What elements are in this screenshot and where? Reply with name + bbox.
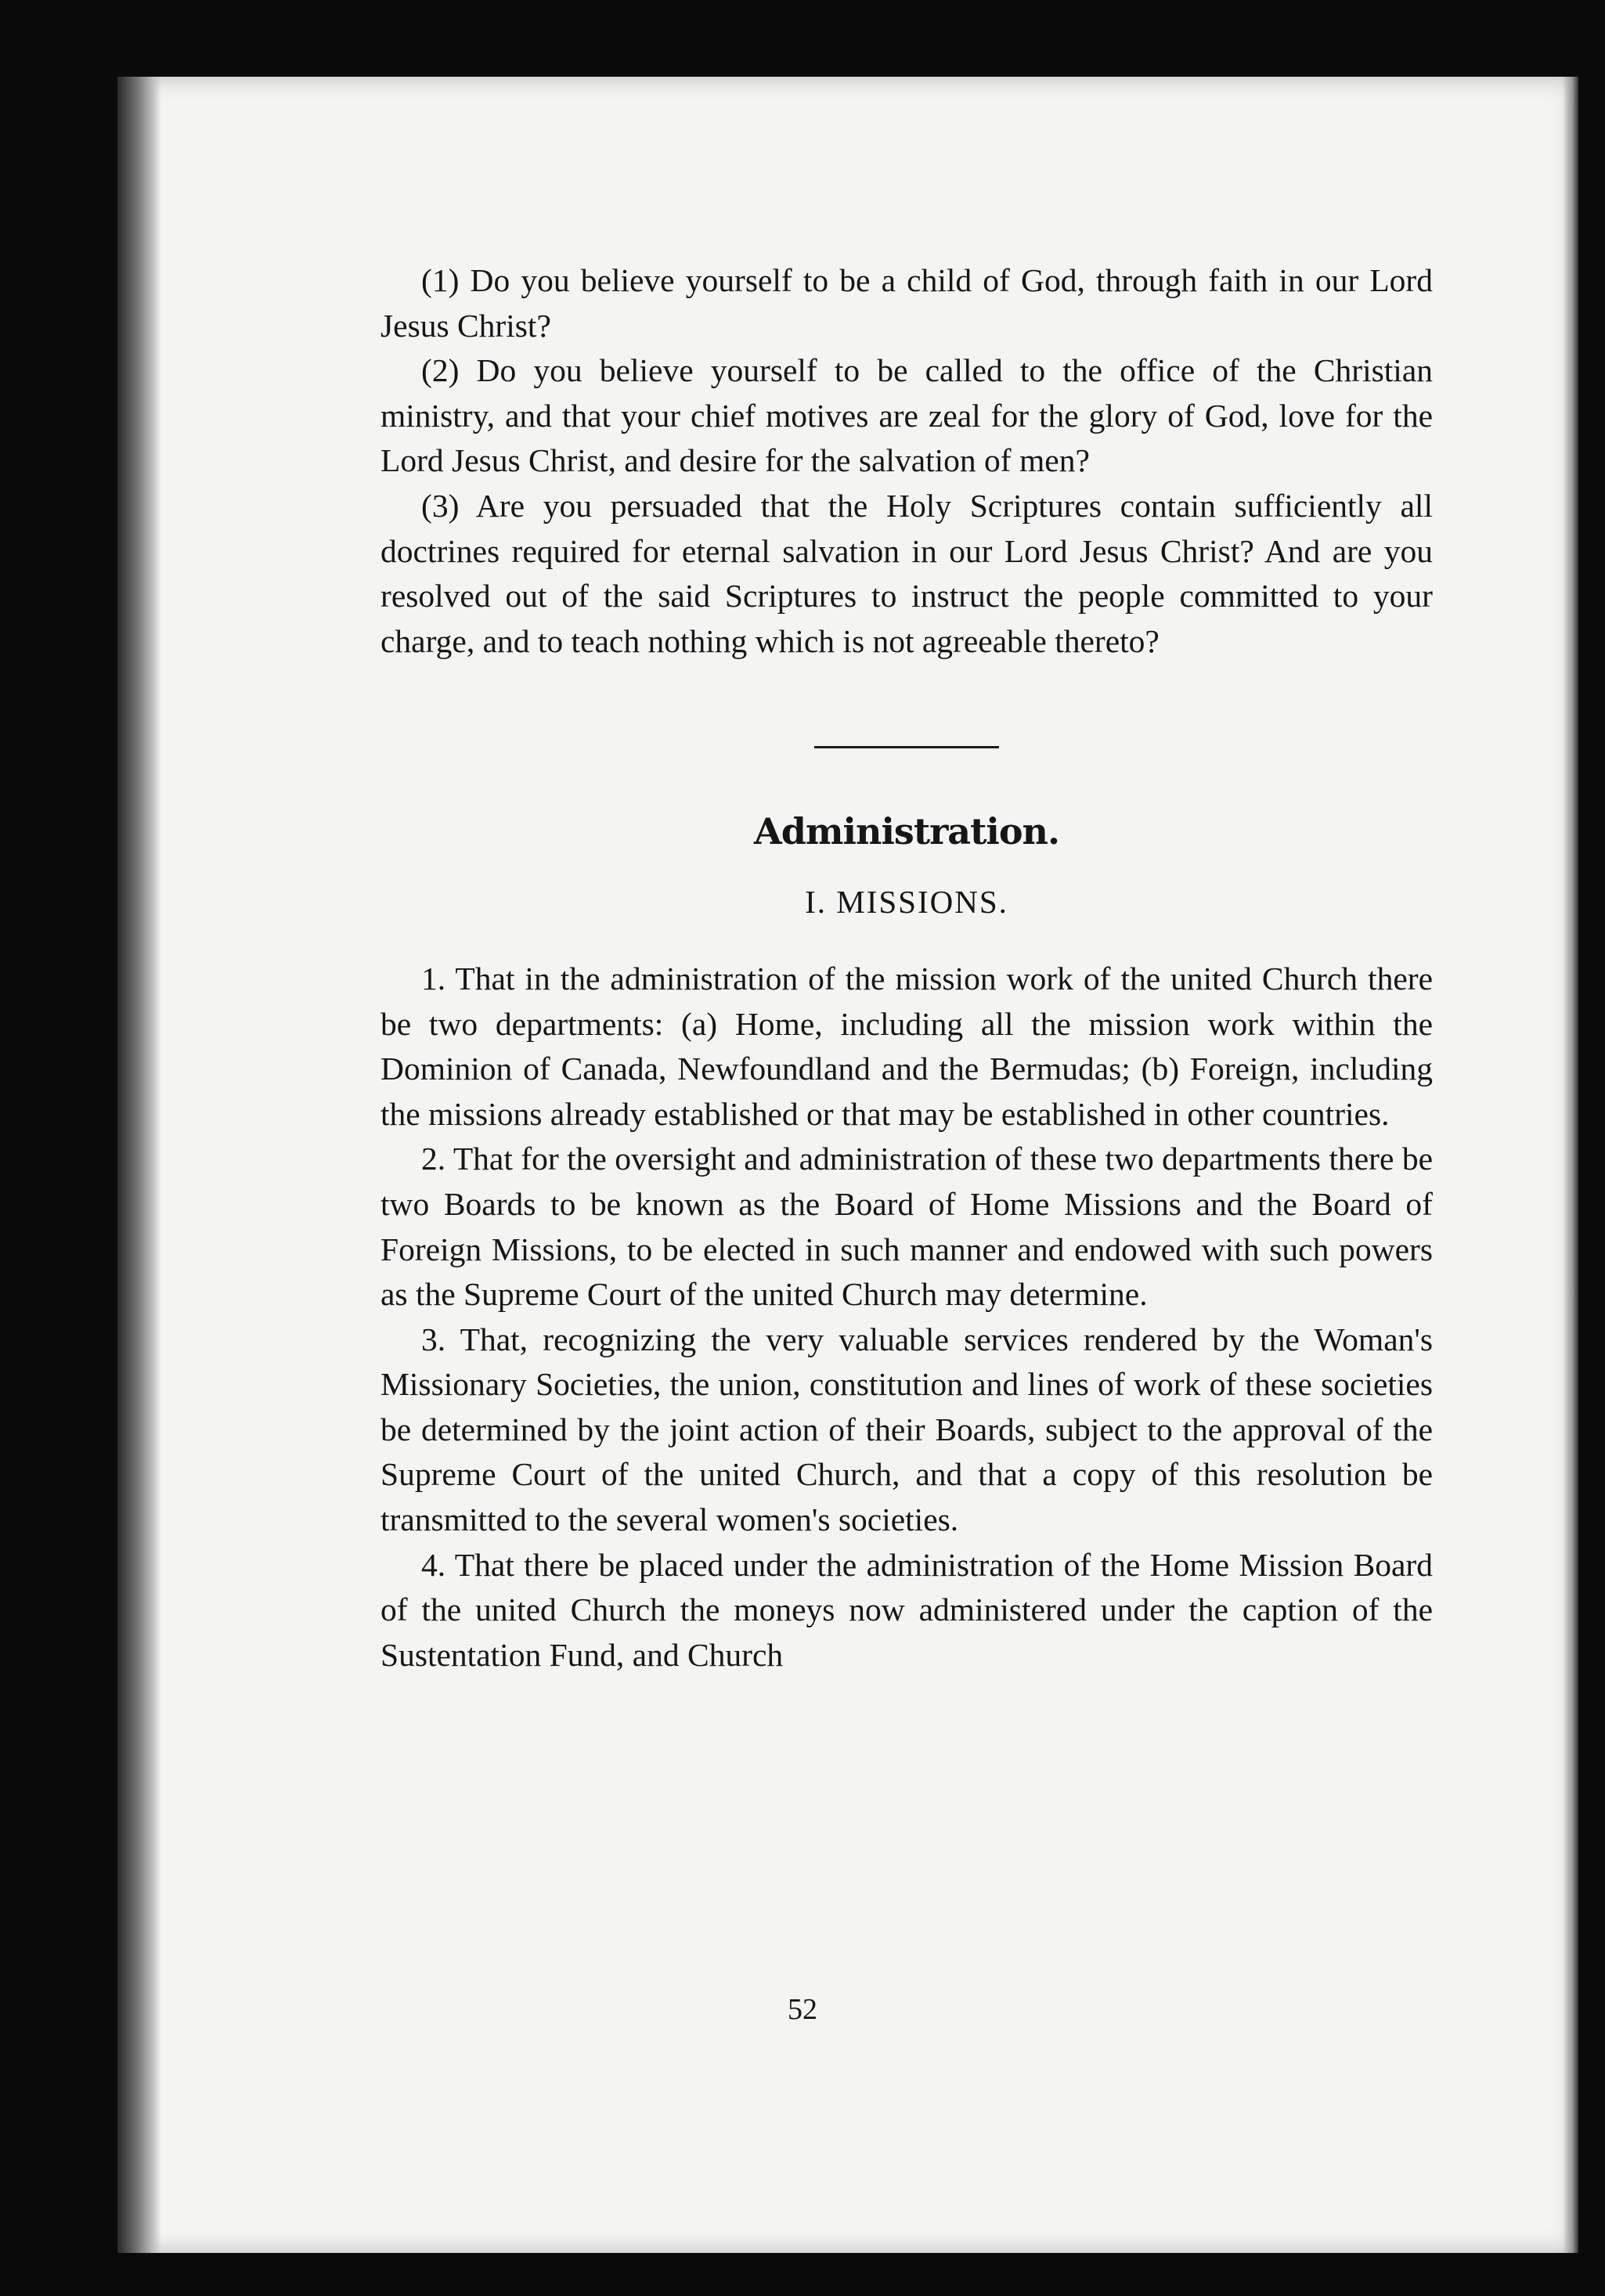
page-edge-shadow: [1563, 77, 1578, 2253]
missions-paragraph-4: 4. That there be placed under the administration of the Home Mission Board of the united Church the moneys now administered under the caption of the Sustentation Fund, and Church: [381, 1546, 1433, 1673]
section-heading: Administration.: [754, 810, 1059, 853]
section-divider: [814, 746, 999, 748]
missions-paragraph-1: 1. That in the administration of the mission work of the united Church there be two departments: (a) Home, including all the mission work within the Dominion of Canada, Newfoundland and the Bermudas; (b) Foreign, including the missions already established or that may be established in other countries.: [381, 960, 1433, 1132]
missions-paragraph-2: 2. That for the oversight and administration of these two departments there be two Boards to be known as the Board of Home Missions and the Board of Foreign Missions, to be elected in such manner and endowed with such powers as the Supreme Court of the united Church may determine.: [381, 1141, 1433, 1313]
binding-shadow: [117, 77, 161, 2253]
missions-paragraph-3: 3. That, recognizing the very valuable services rendered by the Woman's Missionary Societies, the union, constitution and lines of work of these societies be determined by the joint action of their Boards, subject to the approval of the Supreme Court of the united Church, and that a copy of this resolution be transmitted to the several women's societies.: [381, 1321, 1433, 1538]
question-1: (1) Do you believe yourself to be a child of God, through faith in our Lord Jesus Christ?: [381, 262, 1433, 344]
question-2: (2) Do you believe yourself to be called to the office of the Christian ministry, and that your chief motives are zeal for the glory of God, love for the Lord Jesus Christ, and desire for the salvation of men?: [381, 352, 1433, 479]
page-number: 52: [788, 1993, 817, 2026]
subsection-heading: I. MISSIONS.: [805, 884, 1008, 921]
question-3: (3) Are you persuaded that the Holy Scriptures contain sufficiently all doctrines required for eternal salvation in our Lord Jesus Christ? And are you resolved out of the said Scriptures to instruct the people committed to your charge, and to teach nothing which is not agreeable thereto?: [381, 487, 1433, 659]
missions-section: [381, 957, 1433, 1678]
page-text: [381, 258, 1433, 1678]
